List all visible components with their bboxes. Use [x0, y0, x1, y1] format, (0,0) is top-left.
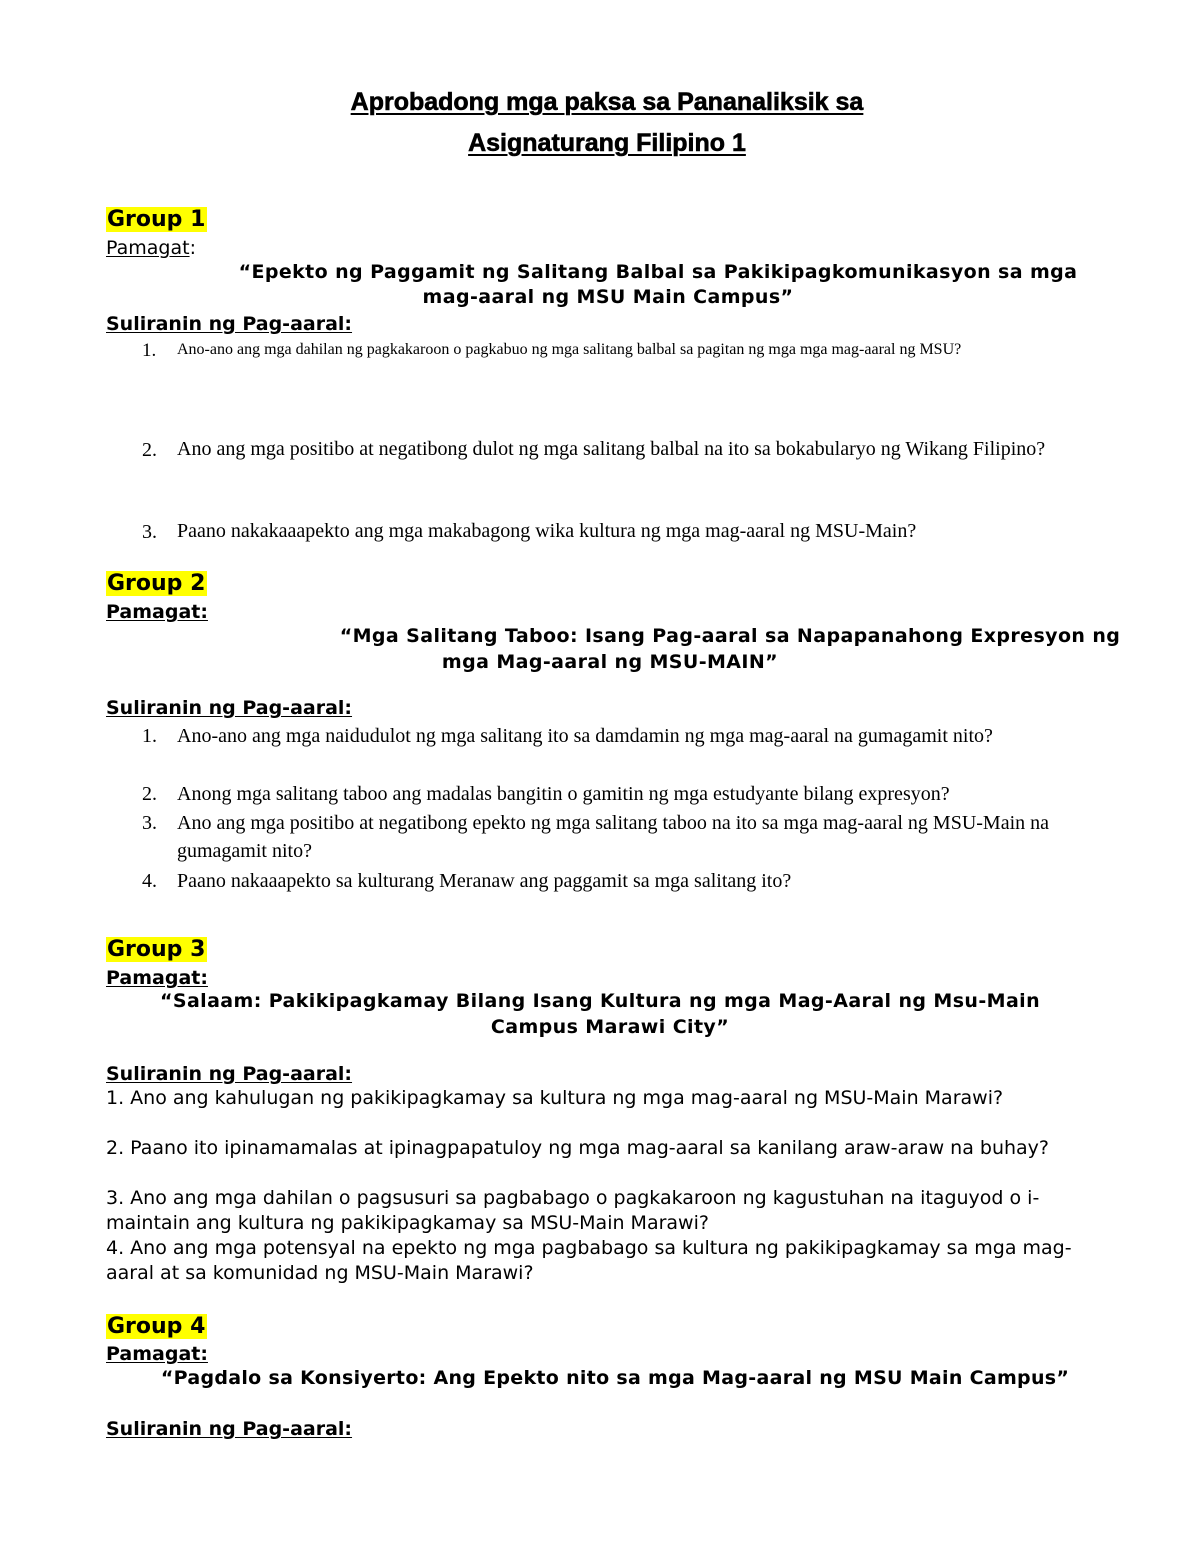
group-3-question-3: 3. Ano ang mga dahilan o pagsusuri sa pagbabago o pagkakaroon ng kagustuhan na itaguyod o i-maintain ang kultura ng pakikipagkamay sa MSU-Main Marawi?: [106, 1187, 1040, 1234]
group-3-title-line-2: Campus Marawi City”: [490, 1016, 730, 1038]
group-2-question-4-text: Paano nakaaapekto sa kulturang Meranaw ang paggamit sa mga salitang ito?: [177, 870, 792, 892]
group-4-title-line-1: “Pagdalo sa Konsiyerto: Ang Epekto nito sa mga Mag-aaral ng MSU Main Campus”: [160, 1367, 1070, 1389]
group-2-title-line-2: mga Mag-aaral ng MSU-MAIN”: [441, 651, 779, 673]
group-2-heading: [106, 570, 207, 598]
group-4-label: Group 4: [107, 1314, 206, 1339]
group-2-title-line-1: “Mga Salitang Taboo: Isang Pag-aaral sa Napapanahong Expresyon ng: [339, 625, 1121, 647]
group-3-question-2: 2. Paano ito ipinamamalas at ipinagpapatuloy ng mga mag-aaral sa kanilang araw-araw na buhay?: [106, 1137, 1050, 1159]
group-4-suliranin-label: Suliranin ng Pag-aaral:: [106, 1418, 353, 1440]
group-4-pamagat-label: Pamagat:: [106, 1343, 208, 1365]
group-1-pamagat-label: Pamagat: [106, 237, 190, 259]
group-3-pamagat-label: Pamagat:: [106, 967, 208, 989]
group-3-question-1: 1. Ano ang kahulugan ng pakikipagkamay sa kultura ng mga mag-aaral ng MSU-Main Marawi?: [106, 1087, 1004, 1109]
group-1-label: Group 1: [107, 207, 206, 232]
group-1-question-2-text: Ano ang mga positibo at negatibong dulot ng mga salitang balbal na ito sa bokabularyo ng Wikang Filipino?: [177, 438, 1046, 460]
group-3-label: Group 3: [107, 937, 206, 962]
group-2-question-1-number: 1.: [142, 725, 157, 747]
group-3-suliranin-label: Suliranin ng Pag-aaral:: [106, 1063, 353, 1085]
group-2-pamagat-label: Pamagat:: [106, 601, 208, 623]
group-3-heading: [106, 936, 207, 964]
group-1-question-2-number: 2.: [142, 439, 157, 461]
document-title-line-1: Aprobadong mga paksa sa Pananaliksik sa: [350, 88, 864, 116]
group-1-question-3-number: 3.: [142, 521, 157, 543]
group-2-question-2-text: Anong mga salitang taboo ang madalas bangitin o gamitin ng mga estudyante bilang expresyon?: [177, 783, 950, 805]
group-1-question-1-number: 1.: [142, 340, 157, 361]
group-2-question-4-number: 4.: [142, 870, 157, 892]
group-2-question-3-text: Ano ang mga positibo at negatibong epekto ng mga salitang taboo na ito sa mga mag-aaral ng MSU-Main na gumagamit nito?: [177, 812, 1050, 862]
group-4-heading: [106, 1313, 207, 1341]
document-title-line-2: Asignaturang Filipino 1: [468, 129, 746, 157]
group-1-title-line-2: mag-aaral ng MSU Main Campus”: [422, 286, 794, 308]
group-2-suliranin-label: Suliranin ng Pag-aaral:: [106, 697, 353, 719]
group-2-question-3-number: 3.: [142, 812, 157, 834]
group-1-suliranin-label: Suliranin ng Pag-aaral:: [106, 313, 353, 335]
group-2-label: Group 2: [107, 571, 206, 596]
group-1-question-3-text: Paano nakakaaapekto ang mga makabagong wika kultura ng mga mag-aaral ng MSU-Main?: [177, 520, 917, 542]
group-2-question-2-number: 2.: [142, 783, 157, 805]
group-1-title-line-1: “Epekto ng Paggamit ng Salitang Balbal sa Pakikipagkomunikasyon sa mga: [238, 261, 1078, 283]
group-3-question-4: 4. Ano ang mga potensyal na epekto ng mga pagbabago sa kultura ng pakikipagkamay sa mga mag-aaral at sa komunidad ng MSU-Main Marawi?: [106, 1237, 1072, 1284]
group-1-question-1-text: Ano-ano ang mga dahilan ng pagkakaroon o pagkabuo ng mga salitang balbal sa pagitan ng mga mga mag-aaral ng MSU?: [177, 341, 962, 358]
group-3-title-line-1: “Salaam: Pakikipagkamay Bilang Isang Kultura ng mga Mag-Aaral ng Msu-Main: [159, 990, 1041, 1012]
group-2-question-1-text: Ano-ano ang mga naidudulot ng mga salitang ito sa damdamin ng mga mag-aaral na gumagamit nito?: [177, 725, 993, 747]
group-1-heading: [106, 206, 207, 234]
group-1-pamagat: [106, 236, 196, 260]
group-1-pamagat-colon: :: [189, 237, 196, 259]
